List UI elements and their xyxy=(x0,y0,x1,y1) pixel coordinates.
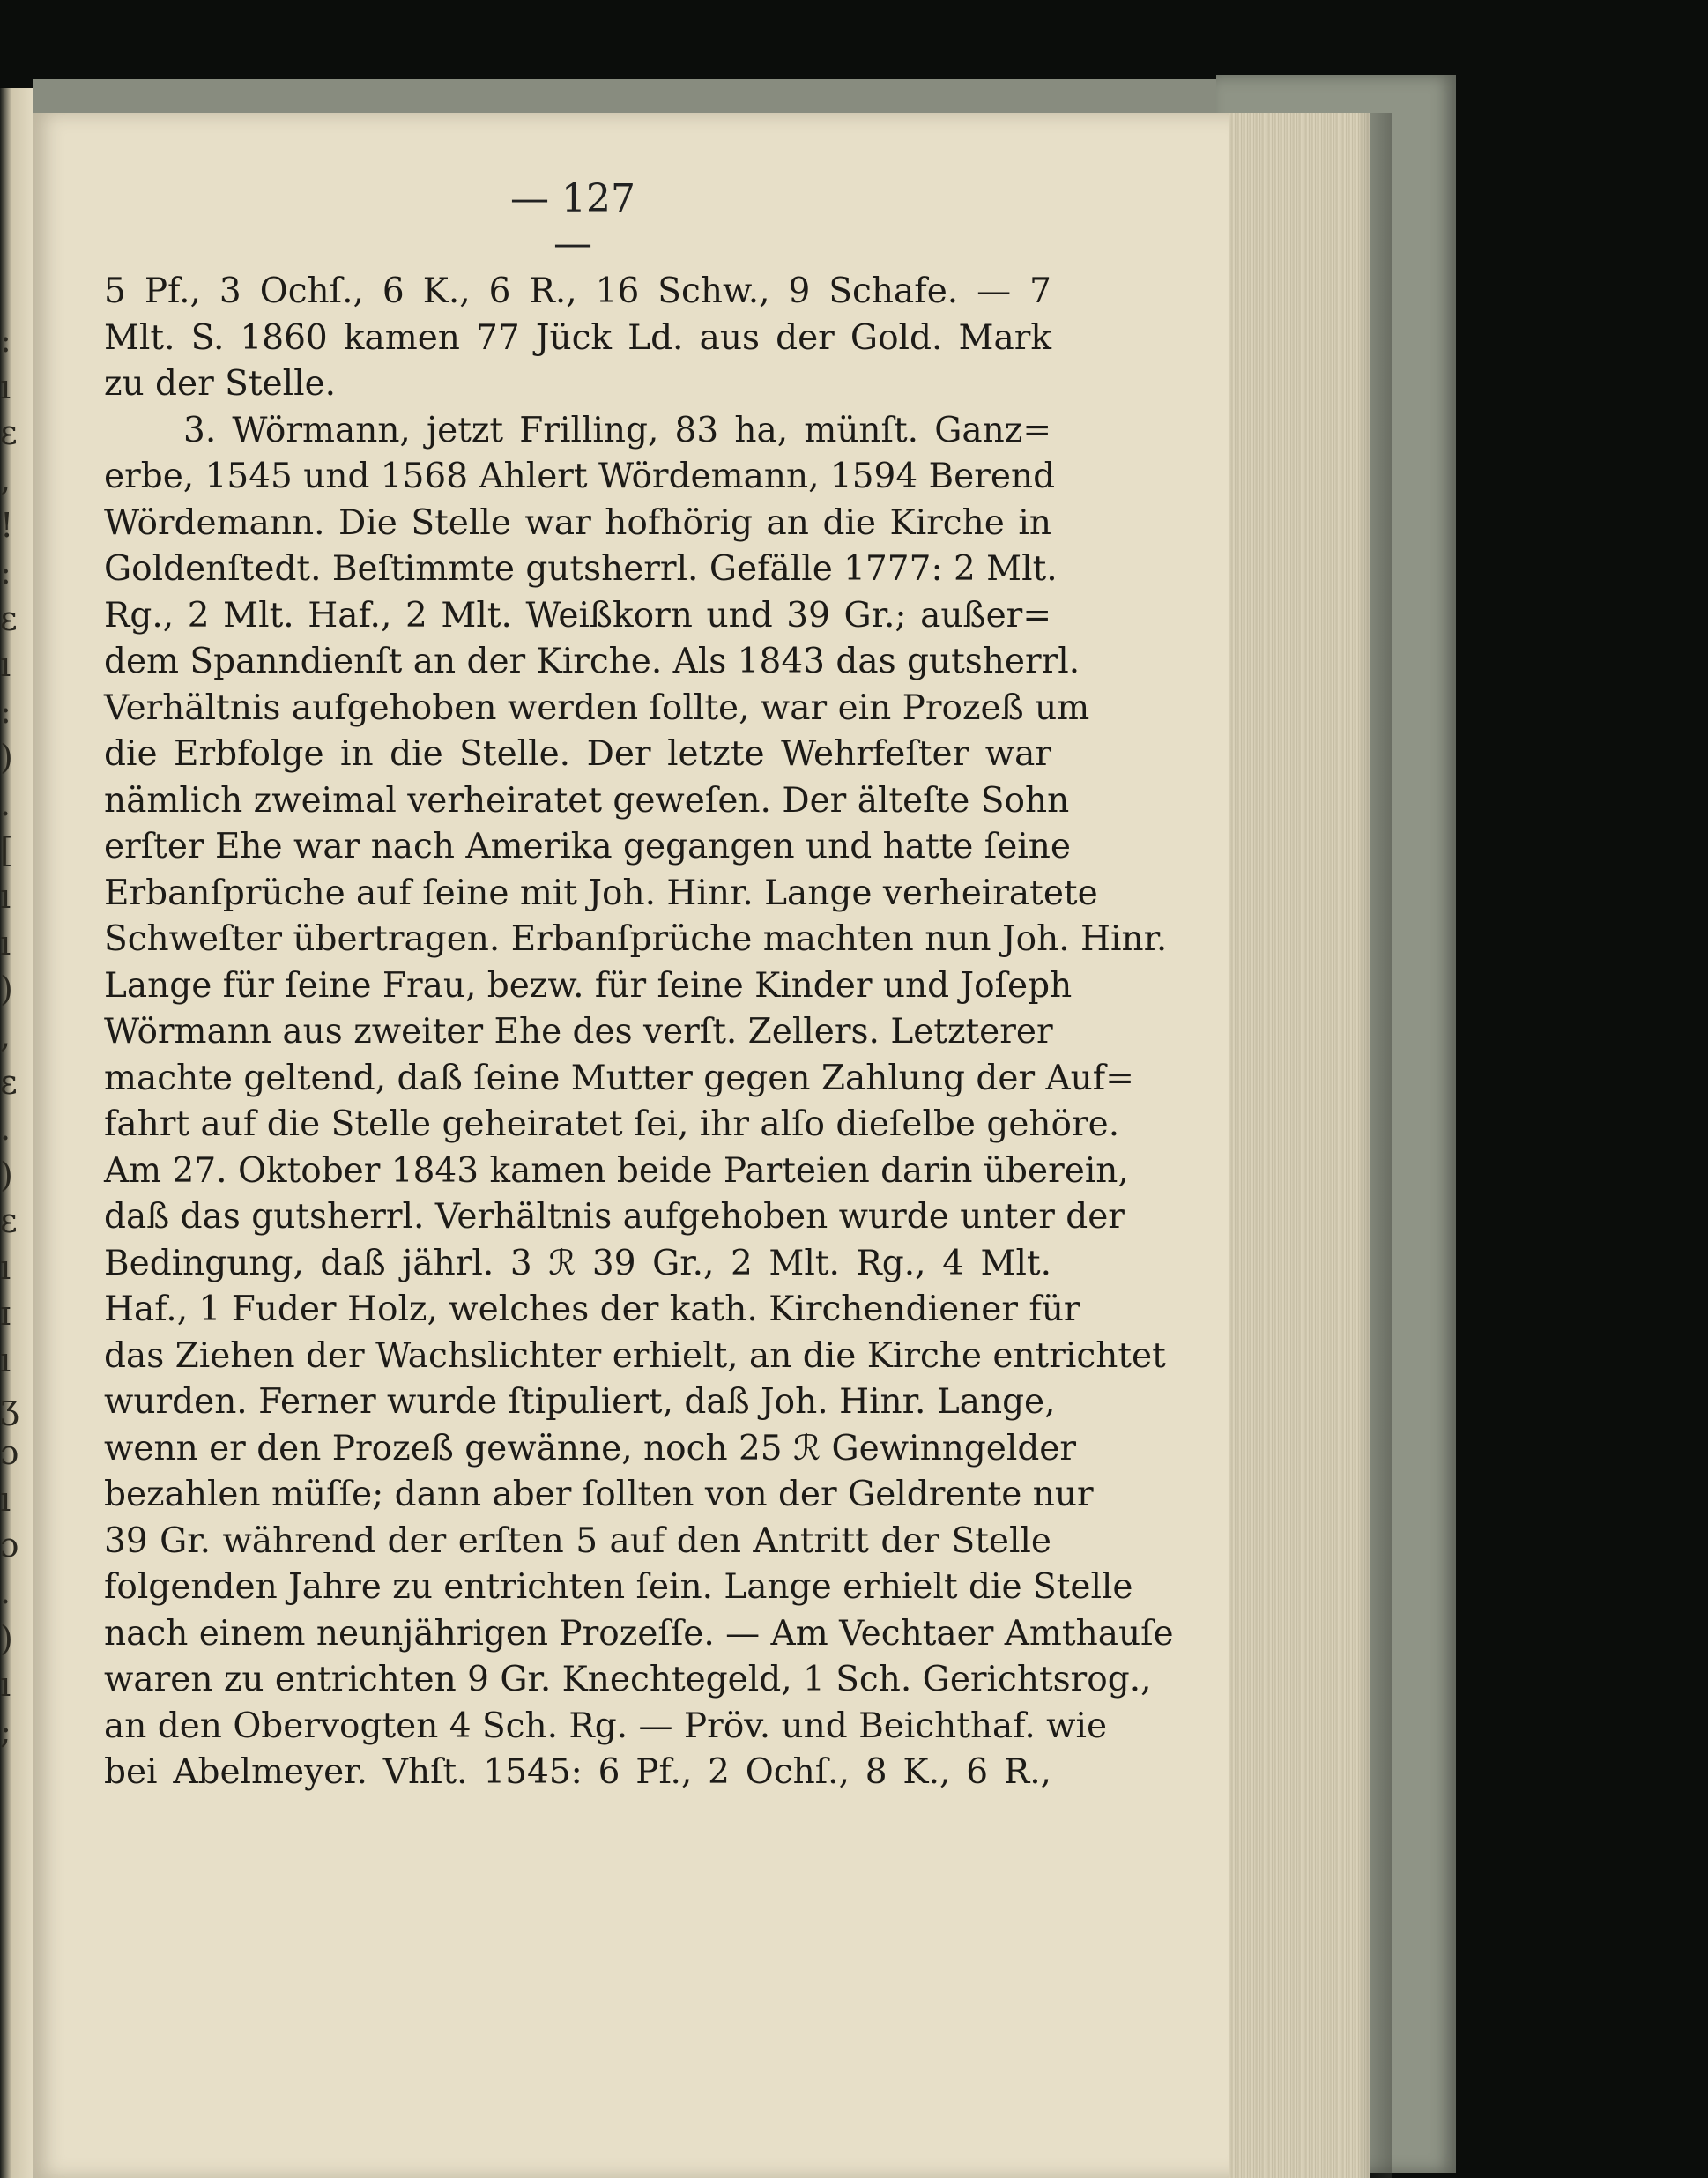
margin-fragment: ı xyxy=(0,1247,11,1287)
margin-fragment: ı xyxy=(0,1665,11,1705)
text-line: Am 27. Oktober 1843 kamen beide Parteien darin überein, xyxy=(104,1150,1129,1191)
text-line: zu der Stelle. xyxy=(104,364,337,404)
margin-fragment: ɛ xyxy=(0,413,18,453)
body-text xyxy=(104,269,1174,1796)
margin-fragment: . xyxy=(0,1572,11,1612)
margin-fragment: ı xyxy=(0,1479,11,1519)
text-line: wurden. Ferner wurde ſtipuliert, daß Joh. Hinr. Lange, xyxy=(104,1382,1056,1422)
text-line: an den Obervogten 4 Sch. Rg. — Pröv. und Beichthaf. wie xyxy=(104,1706,1108,1746)
fore-edge-shadow xyxy=(1357,113,1392,2178)
text-line: Schweſter übertragen. Erbanſprüche machten nun Joh. Hinr. xyxy=(104,919,1168,959)
margin-fragment: ɛ xyxy=(0,598,18,638)
margin-fragment: ı xyxy=(0,923,11,963)
text-line: Haf., 1 Fuder Holz, welches der kath. Kirchendiener für xyxy=(104,1290,1080,1329)
margin-fragment: ɪ xyxy=(0,1294,11,1334)
margin-fragment: ; xyxy=(0,1711,11,1751)
margin-fragment: . xyxy=(0,1109,11,1148)
margin-fragment: , xyxy=(0,459,11,499)
margin-fragment: ɛ xyxy=(0,1201,18,1241)
margin-fragment: : xyxy=(0,552,11,591)
text-line: das Ziehen der Wachslichter erhielt, an die Kirche entrichtet xyxy=(104,1335,1166,1376)
text-line: nämlich zweimal verheiratet geweſen. Der älteſte Sohn xyxy=(104,780,1070,821)
text-line: 39 Gr. während der erſten 5 auf den Antritt der Stelle xyxy=(104,1520,1051,1561)
margin-fragment: : xyxy=(0,691,11,731)
text-line: die Erbfolge in die Stelle. Der letzte Wehrfeſter war xyxy=(104,734,1051,774)
margin-fragment: ) xyxy=(0,1155,13,1194)
text-line: bei Abelmeyer. Vhſt. 1545: 6 Pf., 2 Ochſ., 8 K., 6 R., xyxy=(104,1752,1051,1792)
text-line: fahrt auf die Stelle geheiratet ſei, ihr alſo dieſelbe gehöre. xyxy=(104,1104,1120,1144)
page-fore-edge xyxy=(1229,113,1370,2178)
text-line: folgenden Jahre zu entrichten ſein. Lange erhielt die Stelle xyxy=(104,1567,1133,1607)
margin-fragment: ı xyxy=(0,367,11,406)
margin-fragment: ) xyxy=(0,970,13,1009)
margin-fragment: ı xyxy=(0,645,11,685)
text-line: Goldenſtedt. Beſtimmte gutsherrl. Gefälle 1777: 2 Mlt. xyxy=(104,549,1058,589)
text-line: erbe, 1545 und 1568 Ahlert Wördemann, 1594 Berend xyxy=(104,457,1056,496)
margin-fragment: ı xyxy=(0,1341,11,1380)
margin-fragment: . xyxy=(0,784,11,823)
margin-fragment: ɔ xyxy=(0,1433,19,1473)
margin-fragment: ! xyxy=(0,506,14,546)
text-line: 3. Wörmann, jetzt Frilling, 83 ha, münſt. Ganz= xyxy=(183,410,1051,450)
margin-fragment: ) xyxy=(0,1618,13,1658)
margin-fragment: ɔ xyxy=(0,1526,19,1565)
margin-fragment: ɛ xyxy=(0,1062,18,1102)
text-line: Lange für ſeine Frau, bezw. für ſeine Kinder und Joſeph xyxy=(104,965,1073,1006)
text-line: Wördemann. Die Stelle war hofhörig an die Kirche in xyxy=(104,502,1051,543)
text-line: Bedingung, daß jährl. 3 ℛ 39 Gr., 2 Mlt. Rg., 4 Mlt. xyxy=(104,1243,1051,1283)
facing-page-text-fragments xyxy=(0,317,26,1904)
margin-fragment: ı xyxy=(0,877,11,917)
text-line: dem Spanndienſt an der Kirche. Als 1843 das gutsherrl. xyxy=(104,642,1080,681)
text-line: Mlt. S. 1860 kamen 77 Jück Ld. aus der Gold. Mark xyxy=(104,317,1051,358)
margin-fragment: [ xyxy=(0,830,13,870)
text-line: 5 Pf., 3 Ochſ., 6 K., 6 R., 16 Schw., 9 Schafe. — 7 xyxy=(104,271,1051,311)
text-line: waren zu entrichten 9 Gr. Knechtegeld, 1 Sch. Gerichtsrog., xyxy=(104,1660,1152,1699)
margin-fragment: ) xyxy=(0,738,13,777)
margin-fragment: : xyxy=(0,321,11,360)
text-line: daß das gutsherrl. Verhältnis aufgehoben wurde unter der xyxy=(104,1197,1125,1237)
text-line: Rg., 2 Mlt. Haf., 2 Mlt. Weißkorn und 39 Gr.; außer= xyxy=(104,595,1051,636)
text-line: bezahlen müſſe; dann aber ſollten von der Geldrente nur xyxy=(104,1475,1094,1514)
text-line: Wörmann aus zweiter Ehe des verſt. Zellers. Letzterer xyxy=(104,1012,1053,1052)
text-line: Verhältnis aufgehoben werden ſollte, war ein Prozeß um xyxy=(104,688,1090,728)
margin-fragment: , xyxy=(0,1015,11,1055)
text-line: nach einem neunjährigen Prozeſſe. — Am Vechtaer Amthauſe xyxy=(104,1613,1174,1654)
text-line: Erbanſprüche auf ſeine mit Joh. Hinr. Lange verheiratete xyxy=(104,873,1098,913)
text-line: wenn er den Prozeß gewänne, noch 25 ℛ Gewinngelder xyxy=(104,1428,1077,1468)
text-line: erſter Ehe war nach Amerika gegangen und hatte ſeine xyxy=(104,827,1071,866)
text-line: machte geltend, daß ſeine Mutter gegen Zahlung der Auf= xyxy=(104,1058,1134,1098)
page-number: — 127 — xyxy=(510,176,635,266)
margin-fragment: ʒ xyxy=(0,1386,19,1426)
